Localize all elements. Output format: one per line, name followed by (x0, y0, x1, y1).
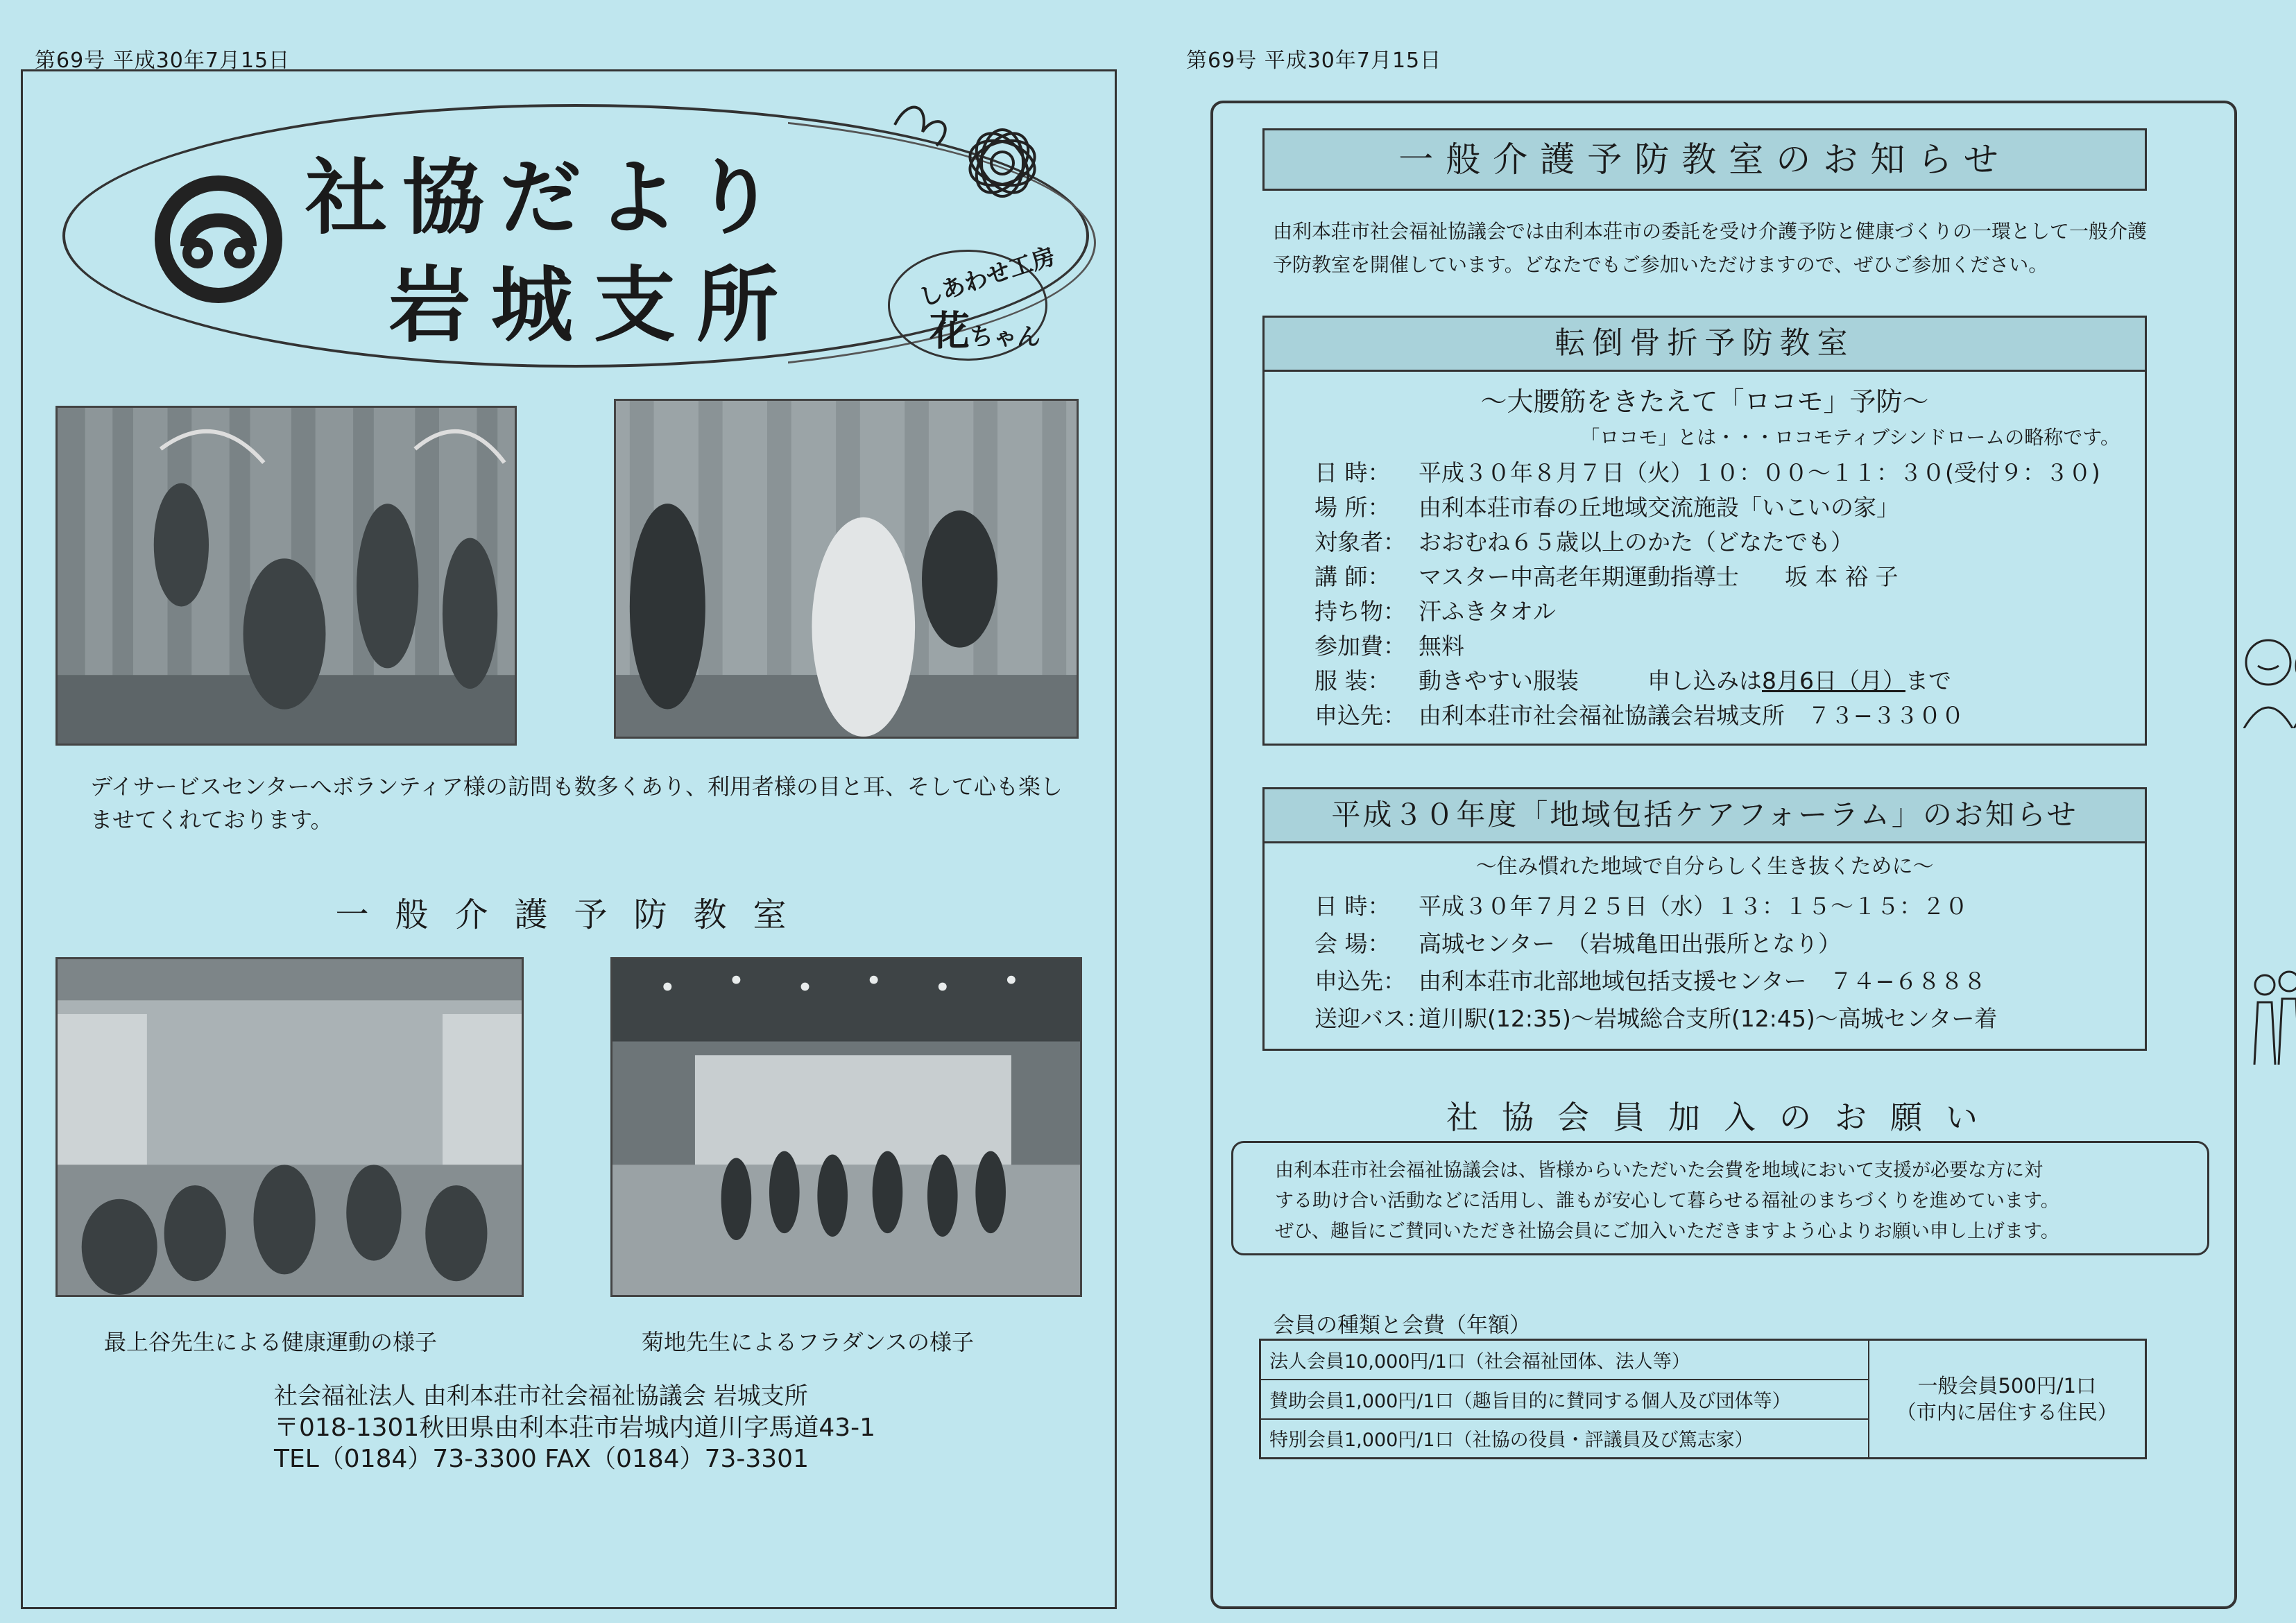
detail-key: 参加費： (1314, 633, 1406, 660)
detail-row-contact (1314, 698, 2145, 733)
forum-row-bus (1314, 1000, 2145, 1038)
masthead-subtitle: 岩城支所 (388, 257, 800, 353)
detail-key: 申込先： (1314, 702, 1406, 729)
photo-dance-performance (55, 406, 517, 746)
detail-key: 送迎バス： (1314, 1005, 1429, 1032)
detail-key: 日 時： (1314, 459, 1391, 486)
badge-top-text: しあわせ工房 (915, 242, 1059, 313)
issue-number: 第69号 平成30年7月15日 (35, 49, 291, 73)
detail-row-target (1314, 525, 2145, 560)
photo-health-exercise (55, 957, 524, 1297)
fee-table-label: 会員の種類と会費（年額） (1273, 1313, 1531, 1338)
detail-key: 日 時： (1314, 893, 1391, 920)
footer-organization: 社会福祉法人 由利本荘市社会福祉協議会 岩城支所 (274, 1382, 808, 1410)
forum-row-contact (1314, 963, 2145, 1000)
detail-row-fee (1314, 629, 2145, 664)
detail-key: 会 場： (1314, 930, 1391, 957)
footer-phone-fax: TEL（0184）73-3300 FAX（0184）73-3301 (274, 1445, 809, 1473)
class2-details (1265, 888, 2145, 1038)
detail-value: 道川駅(12:35)～岩城総合支所(12:45)～高城センター着 (1419, 1005, 1998, 1032)
detail-key: 持ち物： (1314, 598, 1406, 625)
membership-title: 社協会員加入のお願い (1446, 1099, 2001, 1136)
fee-cell: 特別会員1,000円/1口（社協の役員・評議員及び篤志家） (1260, 1419, 1869, 1459)
membership-text-line: ぜひ、趣旨にご賛同いただき社協会員にご加入いただきますよう心よりお願い申し上げます。 (1275, 1221, 2059, 1242)
class1-details (1265, 456, 2145, 733)
detail-value: 由利本荘市社会福祉協議会岩城支所 ７３−３３００ (1419, 702, 1964, 729)
badge-bottom-text (929, 298, 1040, 357)
detail-value: 無料 (1419, 633, 1464, 660)
fee-cell: 法人会員10,000円/1口（社会福祉団体、法人等） (1260, 1340, 1869, 1380)
detail-key: 服 装： (1314, 667, 1391, 694)
membership-text-line: する助け合い活動などに活用し、誰もが安心して暮らせる福祉のまちづくりを進めています。 (1275, 1190, 2059, 1212)
detail-row-clothing (1314, 664, 2145, 698)
class2-subtitle: ～住み慣れた地域で自分らしく生き抜くために～ (1475, 855, 1934, 879)
detail-value: 平成３０年８月７日（火）１０：００～１１：３０(受付９：３０) (1419, 459, 2100, 486)
forum-row-venue (1314, 925, 2145, 963)
class2-heading: 平成３０年度「地域包括ケアフォーラム」のお知らせ (1265, 789, 2145, 843)
detail-value: マスター中高老年期運動指導士 坂 本 裕 子 (1419, 563, 1899, 590)
detail-key: 申込先： (1314, 968, 1406, 995)
detail-key: 対象者： (1314, 529, 1406, 556)
detail-value: 由利本荘市春の丘地域交流施設「いこいの家」 (1419, 494, 1899, 521)
notice-title: 一般介護予防教室のお知らせ (1262, 128, 2147, 191)
care-forum-box (1262, 787, 2147, 1051)
volunteer-caption: デイサービスセンターへボランティア様の訪問も数多くあり、利用者様の目と耳、そして心も楽しませてくれております。 (90, 773, 1063, 833)
section-title-kaigo-yobo: 一般介護予防教室 (335, 895, 813, 934)
class1-note: 「ロコモ」とは・・・ロコモティブシンドロームの略称です。 (1580, 426, 2120, 449)
badge-bottom-kanji: 花 (929, 307, 970, 354)
detail-value: 汗ふきタオル (1419, 598, 1556, 625)
photo-singers-performance (614, 399, 1079, 739)
shakyo-logo-icon (149, 170, 288, 309)
detail-value: 由利本荘市北部地域包括支援センター ７４−６８８８ (1419, 968, 1987, 995)
general-member-cell (1869, 1340, 2146, 1459)
detail-row-datetime (1314, 456, 2145, 490)
detail-key: 講 師： (1314, 563, 1391, 590)
detail-value: 平成３０年７月２５日（水）１３：１５～１５：２０ (1419, 893, 1968, 920)
family-group-icon (2244, 961, 2296, 1065)
deadline-date: 8月6日（月） (1762, 667, 1905, 694)
general-fee-note: （市内に居住する住民） (1896, 1400, 2118, 1424)
detail-row-belongings (1314, 594, 2145, 629)
fee-row (1260, 1340, 2146, 1380)
notice-intro: 由利本荘市社会福祉協議会では由利本荘市の委託を受け介護予防と健康づくりの一環として一般介護予防教室を開催しています。どなたでもご参加いただけますので、ぜひご参加ください。 (1273, 220, 2148, 276)
photo4-caption: 菊地先生によるフラダンスの様子 (642, 1329, 975, 1355)
membership-text-line: 由利本荘市社会福祉協議会は、皆様からいただいた会費を地域において支援が必要な方に対 (1275, 1160, 2043, 1181)
photo3-caption: 最上谷先生による健康運動の様子 (104, 1329, 438, 1355)
general-fee: 一般会員500円/1口 (1917, 1374, 2097, 1398)
masthead-title: 社協だより (305, 149, 791, 246)
forum-row-datetime (1314, 888, 2145, 925)
issue-number: 第69号 平成30年7月15日 (1186, 49, 1442, 73)
detail-value: 動きやすい服装 申し込みは (1419, 667, 1762, 694)
elderly-couple-icon (2230, 624, 2296, 728)
detail-key: 場 所： (1314, 494, 1391, 521)
fee-cell: 賛助会員1,000円/1口（趣旨目的に賛同する個人及び団体等） (1260, 1380, 1869, 1419)
membership-fee-table (1259, 1339, 2147, 1459)
detail-row-place (1314, 490, 2145, 525)
detail-value: おおむね６５歳以上のかた（どなたでも） (1419, 529, 1853, 556)
flower-icon (874, 83, 1068, 243)
detail-row-instructor (1314, 560, 2145, 594)
class1-subtitle: ～大腰筋をきたえて「ロコモ」予防～ (1480, 386, 1929, 417)
fall-prevention-class-box (1262, 316, 2147, 746)
footer-address: 〒018-1301秋田県由利本荘市岩城内道川字馬道43-1 (274, 1414, 876, 1442)
class1-heading: 転倒骨折予防教室 (1265, 318, 2145, 372)
badge-bottom-small: ちゃん (970, 323, 1041, 351)
right-page (1148, 0, 2296, 1623)
deadline-suffix: まで (1905, 667, 1951, 694)
detail-value: 高城センター （岩城亀田出張所となり） (1419, 930, 1842, 957)
membership-request-box (1231, 1141, 2209, 1255)
photo-hula-dance (610, 957, 1082, 1297)
